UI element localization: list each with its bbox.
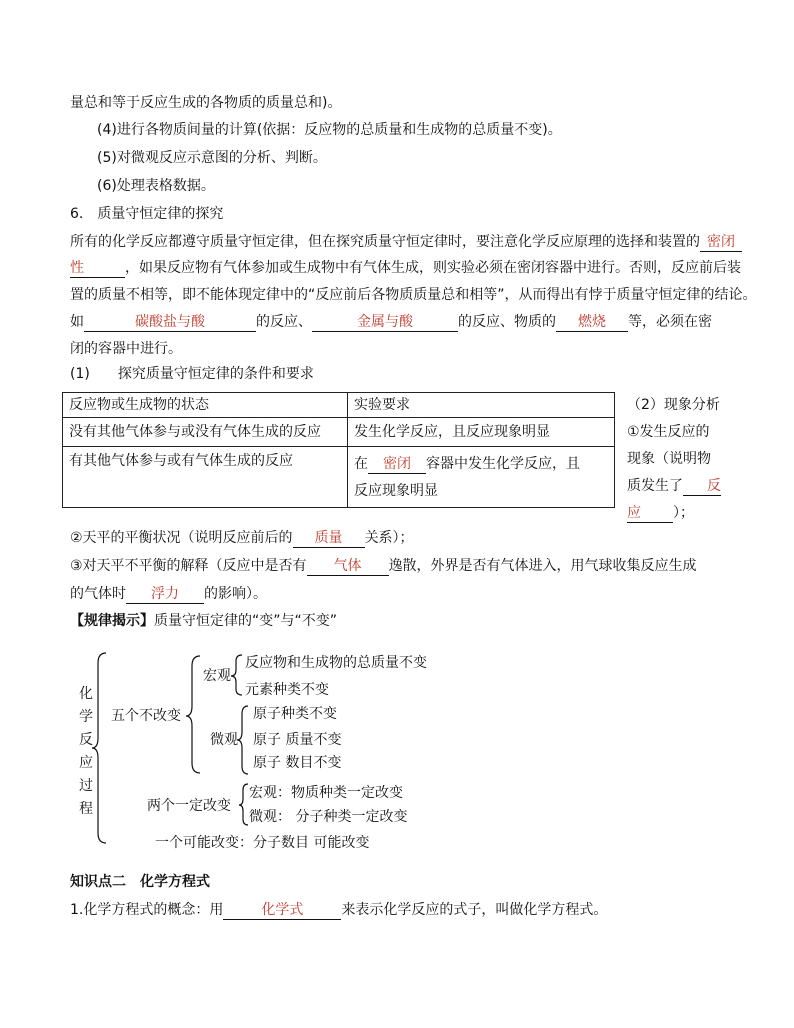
five-unchanged-label: 五个不改变 [111,708,181,724]
micro-item: 原子种类不变 [253,706,337,722]
answer-text: 密闭 [383,456,411,472]
answer-text: 应 [627,505,641,521]
rule-tag: 【规律揭示】 [70,613,154,629]
table-cell: 没有其他气体参与或没有气体生成的反应 [63,418,348,447]
answer-text: 气体 [333,558,362,574]
two-changed-item: 微观： 分子种类一定改变 [249,809,408,825]
root-char: 应 [79,755,93,771]
answer-text: 化学式 [261,902,304,918]
micro-item: 原子 数目不变 [253,755,342,771]
brace-macro [231,655,242,695]
one-may-change: 一个可能改变：分子数目 可能改变 [155,835,370,851]
two-changed-item: 宏观：物质种类一定改变 [249,785,403,801]
text: ，如果反应物有气体参加或生成物中有气体生成，则实验必须在密闭容器中进行。否则，反应前后装 [125,260,741,276]
side-heading: （2）现象分析 [627,397,720,413]
macro-item: 反应物和生成物的总质量不变 [245,655,427,671]
side-line: ①发生反应的 [627,424,710,440]
brace-micro [237,706,248,774]
table-cell: 反应物或生成物的状态 [63,393,348,418]
text: 反应现象明显 [354,483,438,499]
root-char: 反 [79,732,93,748]
root-char: 过 [79,778,93,794]
knowledge-point-2-heading: 知识点二 化学方程式 [70,874,210,890]
answer-text: 金属与酸 [357,314,413,330]
text: 的影响）。 [204,586,267,602]
text: 的反应、 [256,314,312,330]
para-line-2: (4)进行各物质间量的计算(依据：反应物的总质量和生成物的总质量不变)。 [97,122,562,138]
para-line-1: 量总和等于反应生成的各物质的质量总和)。 [70,95,342,111]
answer-text: 碳酸盐与酸 [135,314,205,330]
root-label [79,683,95,821]
text: 质发生了 [627,478,683,494]
macro-item: 元素种类不变 [245,682,329,698]
text: 逸散，外界是否有气体进入，用气球收集反应生成 [388,558,697,574]
text: 等，必须在密 [628,314,712,330]
root-char: 程 [79,801,93,817]
text: 来表示化学反应的式子，叫做化学方程式。 [341,902,608,918]
text: 所有的化学反应都遵守质量守恒定律，但在探究质量守恒定律时，要注意化学反应原理的选择和装置的 [70,234,700,250]
text: ②天平的平衡状况（说明反应前后的 [70,530,293,546]
brace-five [186,656,200,773]
answer-text: 燃烧 [578,314,606,330]
text: 在 [354,456,368,472]
micro-label: 微观 [210,732,238,748]
rule-title: 质量守恒定律的“变”与“不变” [154,613,338,629]
two-changed-label: 两个一定改变 [147,798,231,814]
section-heading-6: 6. 质量守恒定律的探究 [70,206,224,222]
root-char: 化 [79,686,93,702]
text: ③对天平不平衡的解释（反应中是否有 [70,558,307,574]
answer-text: 浮力 [151,586,179,602]
answer-text: 密闭 [707,234,735,250]
para-line-3: (5)对微观反应示意图的分析、判断。 [97,150,327,166]
answer-text: 反 [707,478,721,494]
text: ）； [673,505,694,521]
micro-item: 原子 质量不变 [253,732,342,748]
explore-para-line-3: 置的质量不相等，即不能体现定律中的“反应前后各物质质量总和相等”，从而得出有悖于质量守恒定律的结论。 [70,287,757,303]
table-cell: 发生化学反应，且反应现象明显 [348,418,615,447]
para-line-4: (6)处理表格数据。 [97,178,215,194]
definition-line [70,900,607,920]
text: 的反应、物质的 [458,314,556,330]
text: 的气体时 [70,586,126,602]
answer-text: 性 [70,260,84,276]
table-cell: 实验要求 [348,393,615,418]
text: 容器中发生化学反应，且 [426,456,580,472]
root-char: 学 [79,709,93,725]
text: 关系）； [364,530,414,546]
answer-blank [223,902,341,920]
side-line: 现象（说明物 [627,451,711,467]
answer-text: 质量 [314,530,343,546]
text: 如 [70,314,84,330]
subheading-1: (1) 探究质量守恒定律的条件和要求 [70,366,314,382]
text: 1.化学方程式的概念：用 [70,902,224,918]
table-cell: 有其他气体参与或有气体生成的反应 [63,447,348,508]
macro-label: 宏观 [203,668,231,684]
explore-para-line-5: 闭的容器中进行。 [70,341,182,357]
brace-two [239,784,248,825]
